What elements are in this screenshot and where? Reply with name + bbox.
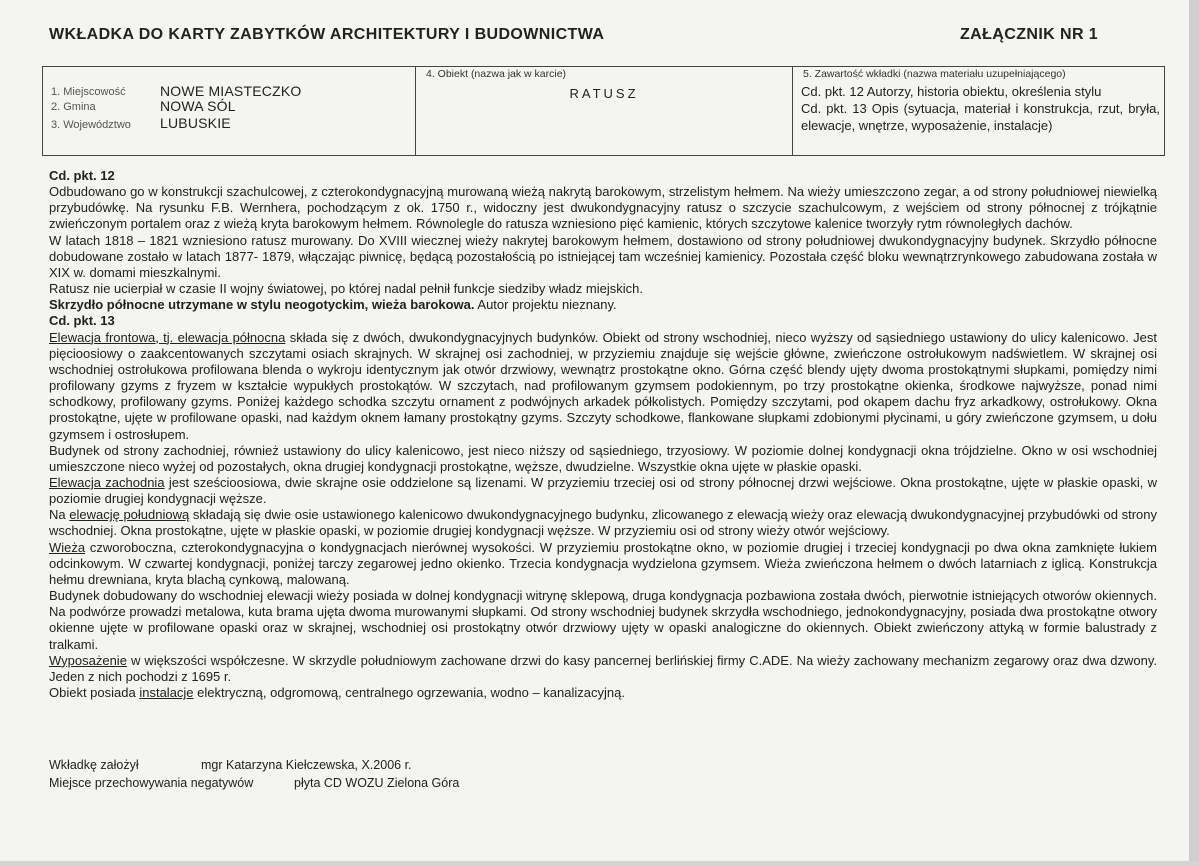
commune-label: 2. Gmina [51,101,96,113]
section-13-paragraph: Budynek dobudowany do wschodniej elewacji wieży posiada w dolnej kondygnacji witrynę sklepową, druga kondygnacja pozbawiona została dwóch, pierwotnie istniejących otworów okiennych. Na podwórze prowadzi metalowa, kuta brama ujęta dwoma murowanymi słupkami. Od strony wschodniej budynek skrzydła wschodniego, jednokondygnacyjny, posiada dwa prostokątne otwory okienne ujęte w profilowane opaski oraz w skrajnej, wschodniej osi prostokątny otwór drzwiowy ujęty w opaski analogiczne do okiennych. Obiekt zwieńczony attyką w formie balustrady z tralkami. [49,588,1157,652]
section-12-paragraph: Odbudowano go w konstrukcji szachulcowej, z czterokondygnacyjną murowaną wieżą nakrytą barokowym, strzelistym hełmem. Na wieży umieszczono zegar, a od strony południowej niewielką przybudówkę. Na rysunku F.B. Wernhera, pochodzącym z ok. 1750 r., widoczny jest dwukondygnacyjny ratusz o szczycie szachulcowym, z wejściem od strony północnej z trójkątnie zwieńczonym portalem oraz z wieżą kryta barokowym hełmem. Równolegle do ratusza wzniesiono pięć kamienic, których szczytowe kalenice tworzyły rytm równoległych dachów. [49,184,1157,232]
contents-cell [793,67,1165,156]
underlined-term: instalacje [139,685,194,700]
section-12-paragraph: W latach 1818 – 1821 wzniesiono ratusz murowany. Do XVIII wiecznej wieży nakrytej barokowym hełmem, dostawiono od strony południowej dwukondygnacyjny budynek. Skrzydło północne dobudowane zostało w latach 1877- 1879, włączając piwnicę, będącą pozostałością po istniejącej tam wcześniej kamienicy. Pozostała część bloku wewnątrzrynkowego zabudowana została w XIX w. domami mieszkalnymi. [49,232,1157,280]
author-label: Wkładkę założył [49,758,139,772]
object-label: 4. Obiekt (nazwa jak w karcie) [426,68,567,80]
contents-line-13: Cd. pkt. 13 Opis (sytuacja, materiał i konstrukcja, rzut, bryła, elewacje, wnętrze, wyposażenie, instalacje) [801,101,1160,133]
town-label: 1. Miejscowość [51,86,126,98]
section-12-heading: Cd. pkt. 12 [49,168,115,183]
contents-label: 5. Zawartość wkładki (nazwa materiału uzupełniającego) [803,68,1066,80]
section-13-paragraph [49,653,1157,685]
section-13-paragraph [49,475,1157,507]
paragraph-text: elektryczną, odgromową, centralnego ogrzewania, wodno – kanalizacyjną. [193,685,625,700]
section-12-paragraph: Ratusz nie ucierpiał w czasie II wojny światowej, po której nadal pełnił funkcje siedziby władz miejskich. [49,281,643,297]
annex-number: ZAŁĄCZNIK NR 1 [960,26,1099,43]
section-13-paragraph: Budynek od strony zachodniej, również ustawiony do ulicy kalenicowo, jest nieco niższy od sąsiedniego, trzyosiowy. W poziomie dolnej kondygnacji okna trójdzielne. Okno w osi wschodniej umieszczone nieco wyżej od pozostałych, okna drugiej kondygnacji prostokątne, węższe, dwudzielne. Wszystkie okna ujęte w płaskie opaski. [49,442,1157,474]
underlined-term: Wieża [49,539,86,555]
paragraph-text: składają się dwie osie ustawionego kalenicowo dwukondygnacyjnego budynku, zlicowanego z elewacją wieży oraz elewacją dwukondygnacyjnej przybudówki od strony wschodniej. Okna prostokątne, ujęte w płaskie opaski, w poziomie drugiej kondygnacji węższe. W przyziemiu osi od strony wieży otwór wejściowy. [49,507,1157,539]
underlined-term: Elewacja zachodnia [49,474,165,490]
style-statement: Skrzydło północne utrzymane w stylu neogotyckim, wieża barokowa. [49,297,475,313]
commune-value: NOWA SÓL [160,98,236,114]
scan-edge-bottom [0,861,1199,866]
paragraph-text: Obiekt posiada [49,685,140,700]
location-cell [43,67,416,156]
section-13-paragraph [49,685,1157,701]
author-statement: Autor projektu nieznany. [474,297,617,313]
underlined-term: Wyposażenie [49,652,127,668]
section-13-paragraph [49,507,1157,539]
paragraph-text: czworoboczna, czterokondygnacyjna o kondygnacjach nierównej wysokości. W przyziemiu prostokątne okno, w poziomie drugiej i trzeciej kondygnacji po dwa okna zamknięte łukiem odcinkowym. W czwartej kondygnacji, poniżej tarczy zegarowej jedno okienko. Trzecia kondygnacja wydzielona gzymsem. Wieża zwieńczona hełmem o dwóch latarniach z iglicą. Konstrukcja hełmu drewniana, kryta blachą cynkową, malowaną. [49,539,1157,587]
object-name: RATUSZ [569,86,639,101]
document-footer [49,758,649,794]
document-title: WKŁADKA DO KARTY ZABYTKÓW ARCHITEKTURY I BUDOWNICTWA [49,26,605,43]
contents-line-12: Cd. pkt. 12 Autorzy, historia obiektu, określenia stylu [801,84,1102,99]
town-value: NOWE MIASTECZKO [160,83,302,99]
section-13-heading: Cd. pkt. 13 [49,313,115,329]
underlined-term: Elewacja frontowa, tj. elewacja północna [49,329,286,345]
paragraph-text: składa się z dwóch, dwukondygnacyjnych budynków. Obiekt od strony wschodniej, nieco wyższy od sąsiedniego ustawiony do ulicy kalenicowo. Jest pięcioosiowy o zaakcentowanych szczytami osiach skrajnych. W skrajnej osi zachodniej, w przyziemiu znajduje się wejście główne, zwieńczone ostrołukowym nadświetlem. W skrajnej osi wschodniej ostrołukowa profilowana blenda o wykroju identycznym jak otwór drzwiowy, wewnątrz prostokątne okno. Górna część blendy ujęty dwoma prostokątnymi słupkami, pomiędzy nimi profilowany gzyms z fryzem w kształcie wypukłych prostokątów. W szczytach, nad profilowanym gzymsem podokiennym, po trzy prostokątne okienka, środkowe najwyższe, ponad nimi schodkowy, profilowany gzyms. Poniżej każdego schodka szczytu ornament z podwójnych arkadek półkolistych. Pomiędzy szczytami, pod okapem dachu fryz arkadkowy, ostrołukowy. Okna prostokątne, ujęte w profilowane opaski, nad każdym oknem łamany prostokątny gzyms. Szczyty schodkowe, flankowane słupkami zdobionymi płycinami, u góry zwieńczone gzymsem, u dołu gzymsem i ostrosłupem. [49,329,1157,442]
object-cell [416,67,793,156]
section-13-paragraph [49,330,1157,443]
scan-edge-right [1189,0,1199,866]
paragraph-text: Na [49,507,70,523]
voivodeship-label: 3. Województwo [51,119,131,131]
section-13-paragraph [49,540,1157,588]
storage-value: płyta CD WOZU Zielona Góra [294,776,460,790]
metadata-table [42,66,1165,156]
paragraph-text: jest sześcioosiowa, dwie skrajne osie oddzielone są lizenami. W przyziemiu trzeciej osi od strony północnej drzwi wejściowe. Okna prostokątne, ujęte w płaskie opaski, w poziomie drugiej kondygnacji węższe. [49,474,1157,507]
section-12-paragraph [49,297,1157,313]
storage-label: Miejsce przechowywania negatywów [49,776,254,790]
paragraph-text: w większości współczesne. W skrzydle południowym zachowane drzwi do kasy pancernej berlińskiej firmy C.ADE. Na wieży zachowany mechanizm zegarowy oraz dwa dzwony. Jeden z nich pochodzi z 1695 r. [49,652,1157,684]
document-body [49,168,1157,701]
voivodeship-value: LUBUSKIE [160,115,231,131]
author-value: mgr Katarzyna Kiełczewska, X.2006 r. [201,758,412,772]
underlined-term: elewację południową [69,507,190,523]
